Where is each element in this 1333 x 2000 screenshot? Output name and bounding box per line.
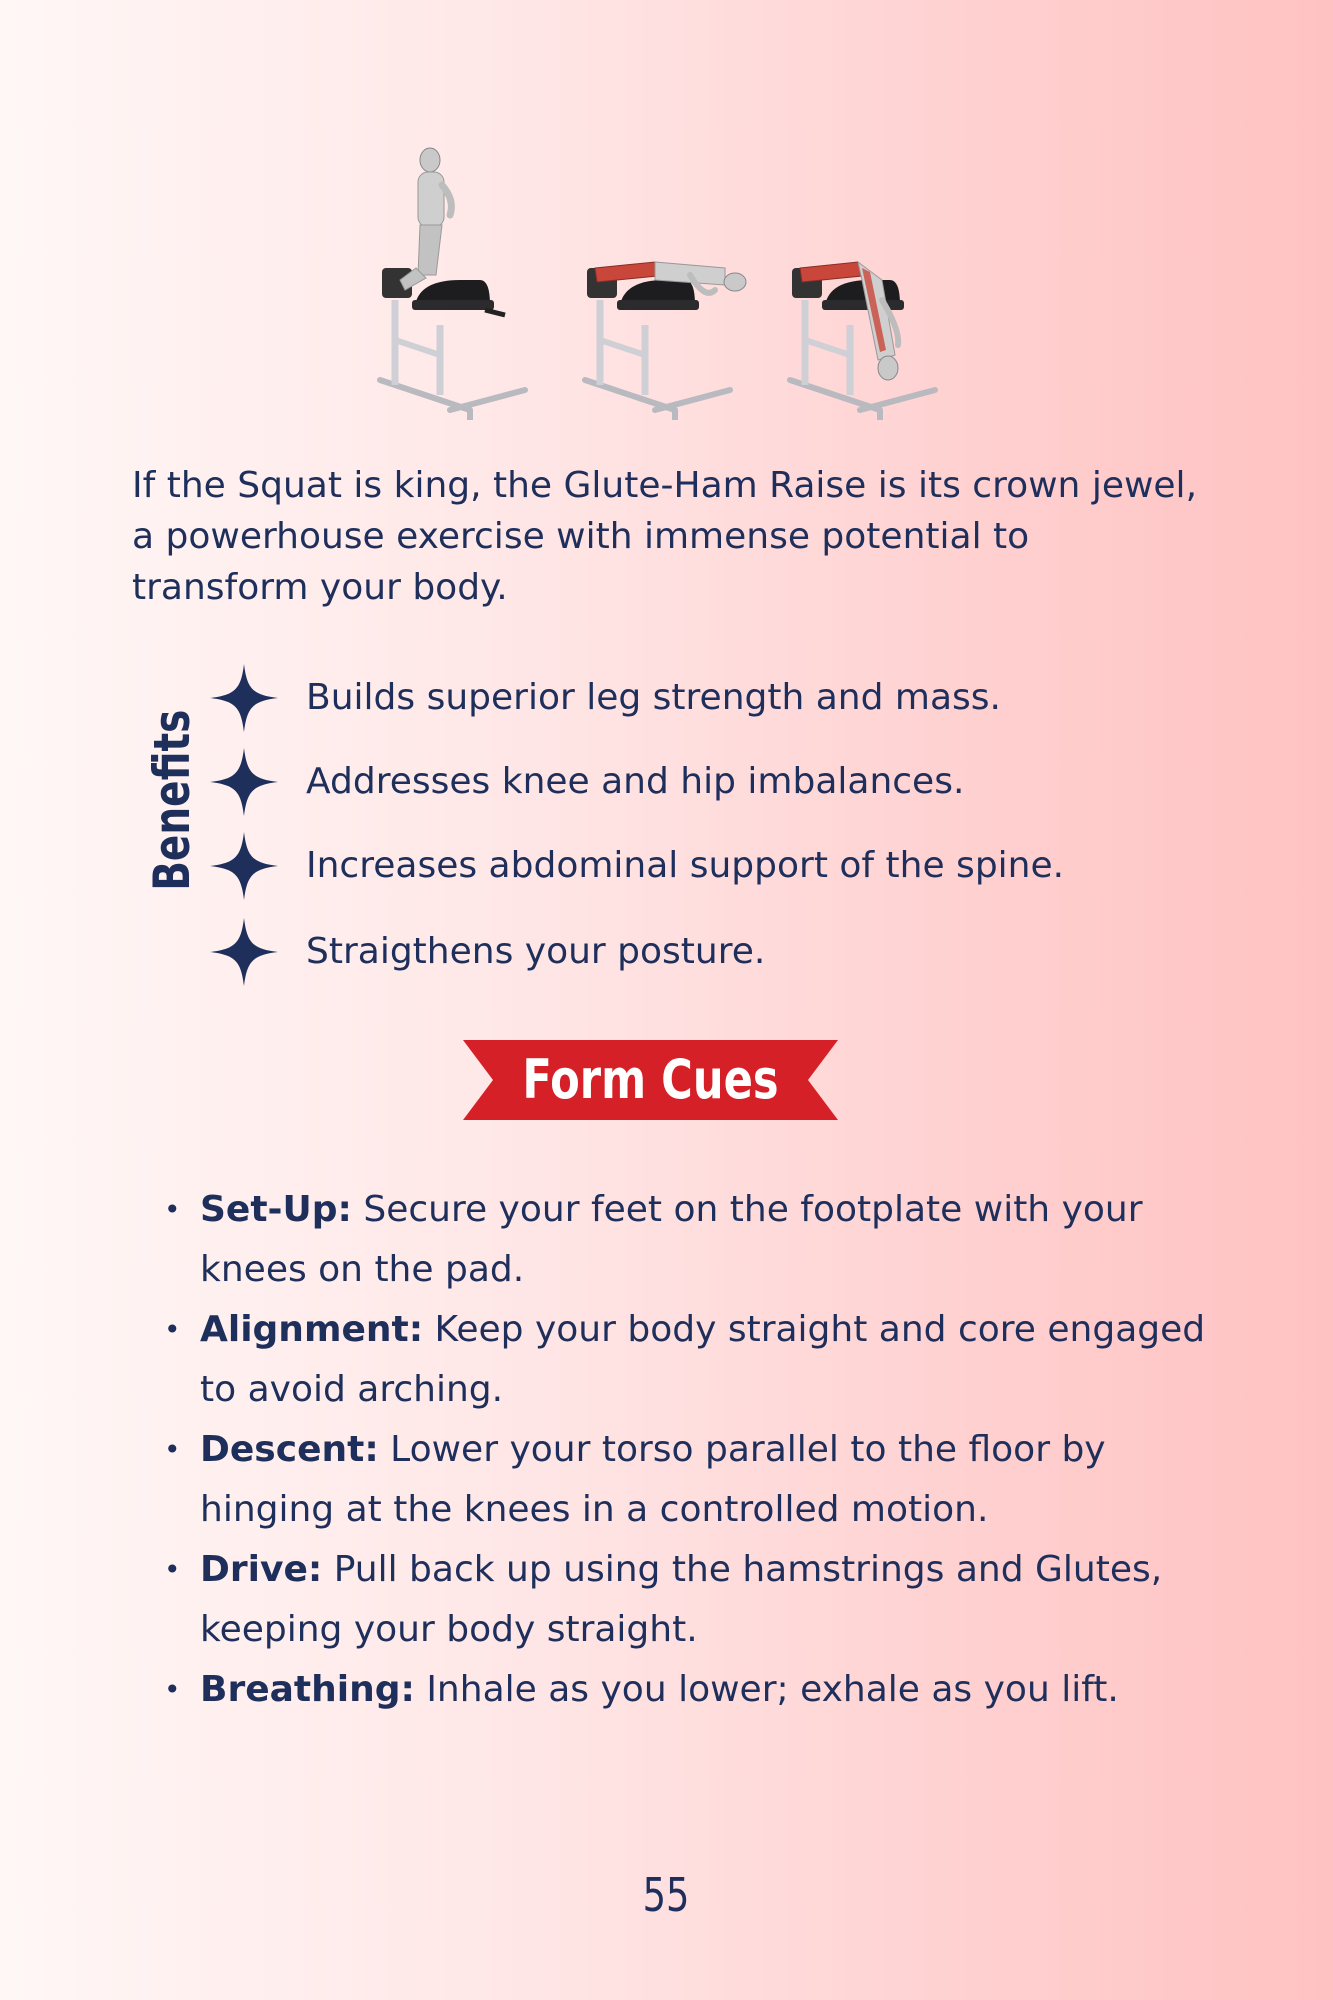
glute-ham-raise-exercise-illustration — [360, 140, 960, 430]
four-point-star-icon — [210, 918, 278, 986]
four-point-star-icon — [210, 664, 278, 732]
form-cues-list — [160, 1180, 1220, 1720]
benefit-item — [210, 664, 1210, 734]
benefits-heading: Benefits — [143, 709, 201, 891]
benefit-text: Increases abdominal support of the spine. — [306, 845, 1065, 886]
cue-text: Lower your torso parallel to the floor by hinging at the knees in a controlled motion. — [200, 1429, 1106, 1530]
benefit-text: Addresses knee and hip imbalances. — [306, 761, 965, 802]
bullet: • — [164, 1553, 181, 1586]
cue-text: Inhale as you lower; exhale as you lift. — [414, 1669, 1119, 1710]
benefit-text: Straigthens your posture. — [306, 931, 766, 972]
bullet: • — [164, 1433, 181, 1466]
cue-text: Secure your feet on the footplate with your knees on the pad. — [200, 1189, 1143, 1290]
benefit-item — [210, 832, 1210, 902]
cue-title: Set-Up: — [200, 1189, 352, 1230]
bullet: • — [164, 1193, 181, 1226]
four-point-star-icon — [210, 832, 278, 900]
four-point-star-icon — [210, 748, 278, 816]
cue-title: Breathing: — [200, 1669, 415, 1710]
form-cues-banner — [463, 1040, 838, 1120]
bullet: • — [164, 1673, 181, 1706]
machine-step-3 — [790, 262, 935, 420]
page-number: 55 — [642, 1868, 690, 1922]
intro-paragraph: If the Squat is king, the Glute-Ham Raise is its crown jewel, a powerhouse exercise with immense potential to transform your body. — [132, 465, 1198, 608]
machine-step-2 — [585, 262, 746, 420]
bullet: • — [164, 1313, 181, 1346]
form-cue-item — [160, 1180, 1220, 1300]
cue-title: Drive: — [200, 1549, 323, 1590]
form-cue-item — [160, 1660, 1220, 1720]
cue-title: Alignment: — [200, 1309, 424, 1350]
benefit-text: Builds superior leg strength and mass. — [306, 677, 1001, 718]
form-cue-item — [160, 1300, 1220, 1420]
machine-step-1 — [380, 148, 525, 420]
benefit-item — [210, 918, 1210, 988]
form-cue-item — [160, 1540, 1220, 1660]
cue-text: Pull back up using the hamstrings and Glutes, keeping your body straight. — [200, 1549, 1163, 1650]
form-cues-heading: Form Cues — [522, 1048, 779, 1111]
cue-title: Descent: — [200, 1429, 379, 1470]
benefit-item — [210, 748, 1210, 818]
form-cue-item — [160, 1420, 1220, 1540]
cue-text: Keep your body straight and core engaged to avoid arching. — [200, 1309, 1206, 1410]
